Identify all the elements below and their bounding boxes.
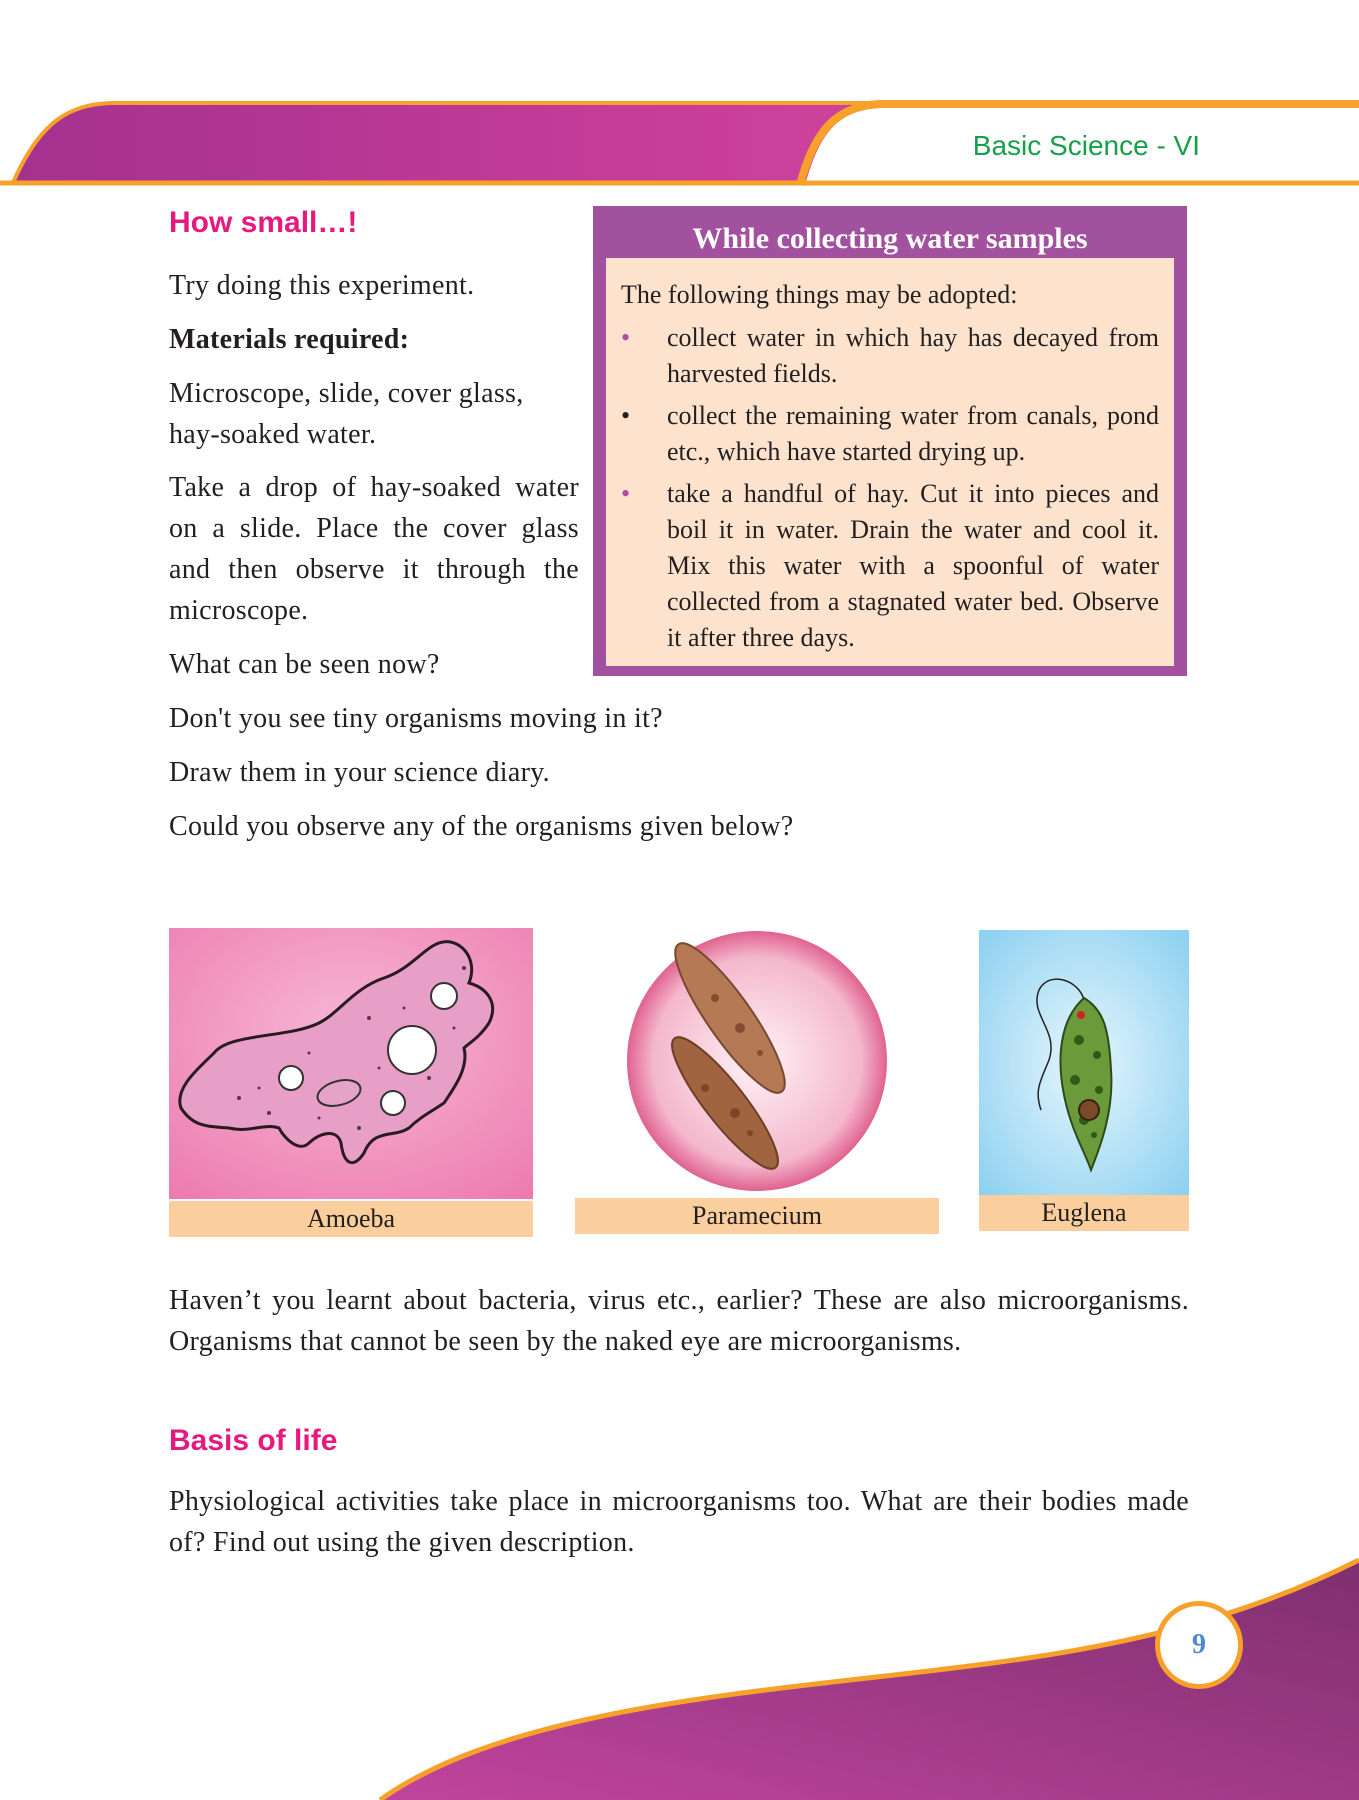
footer-band [0, 1550, 1359, 1800]
amoeba-image [169, 928, 533, 1199]
info-box-list [621, 320, 1159, 662]
section-heading-how-small: How small…! [169, 206, 358, 239]
bullet-icon: • [621, 401, 631, 430]
question-2: Don't you see tiny organisms moving in it? [169, 703, 663, 734]
book-title: Basic Science - VI [972, 130, 1200, 161]
list-item [621, 320, 1159, 392]
microorganisms-paragraph: Haven’t you learnt about bacteria, virus etc., earlier? These are also microorganisms. Organisms that cannot be seen by the naked eye are microorganisms. [169, 1285, 1189, 1357]
list-item-text: take a handful of hay. Cut it into pieces and boil it in water. Drain the water and cool it. Mix this water with a spoonful of water collected from a stagnated water bed. Observe it after three days. [667, 479, 1159, 652]
procedure-text: Take a drop of hay-soaked water on a slide. Place the cover glass and then observe it through the microscope. [169, 472, 579, 626]
question-3: Draw them in your science diary. [169, 757, 550, 788]
list-item-text: collect water in which hay has decayed from harvested fields. [667, 323, 1159, 388]
question-4: Could you observe any of the organisms given below? [169, 811, 794, 842]
question-1: What can be seen now? [169, 649, 440, 680]
paramecium-image [575, 928, 939, 1199]
list-item [621, 476, 1159, 656]
figure-caption-amoeba: Amoeba [169, 1201, 533, 1237]
bullet-icon: • [621, 479, 631, 508]
info-box-body [606, 258, 1174, 666]
figure-caption-euglena: Euglena [979, 1195, 1189, 1231]
list-item-text: collect the remaining water from canals, pond etc., which have started drying up. [667, 401, 1159, 466]
info-box-title: While collecting water samples [692, 222, 1088, 255]
info-box [593, 206, 1187, 676]
materials-label: Materials required: [169, 324, 410, 355]
info-box-intro: The following things may be adopted: [621, 280, 1018, 309]
euglena-image [979, 930, 1189, 1198]
page-number: 9 [1155, 1601, 1243, 1689]
intro-text: Try doing this experiment. [169, 270, 475, 301]
section-heading-basis-of-life: Basis of life [169, 1424, 338, 1457]
list-item [621, 398, 1159, 470]
header-band [0, 0, 1359, 200]
materials-text: Microscope, slide, cover glass, hay-soaked water. [169, 378, 524, 450]
figure-caption-paramecium: Paramecium [575, 1198, 939, 1234]
bullet-icon: • [621, 323, 631, 352]
basis-of-life-text: Physiological activities take place in microorganisms too. What are their bodies made of? Find out using the given description. [169, 1486, 1189, 1558]
